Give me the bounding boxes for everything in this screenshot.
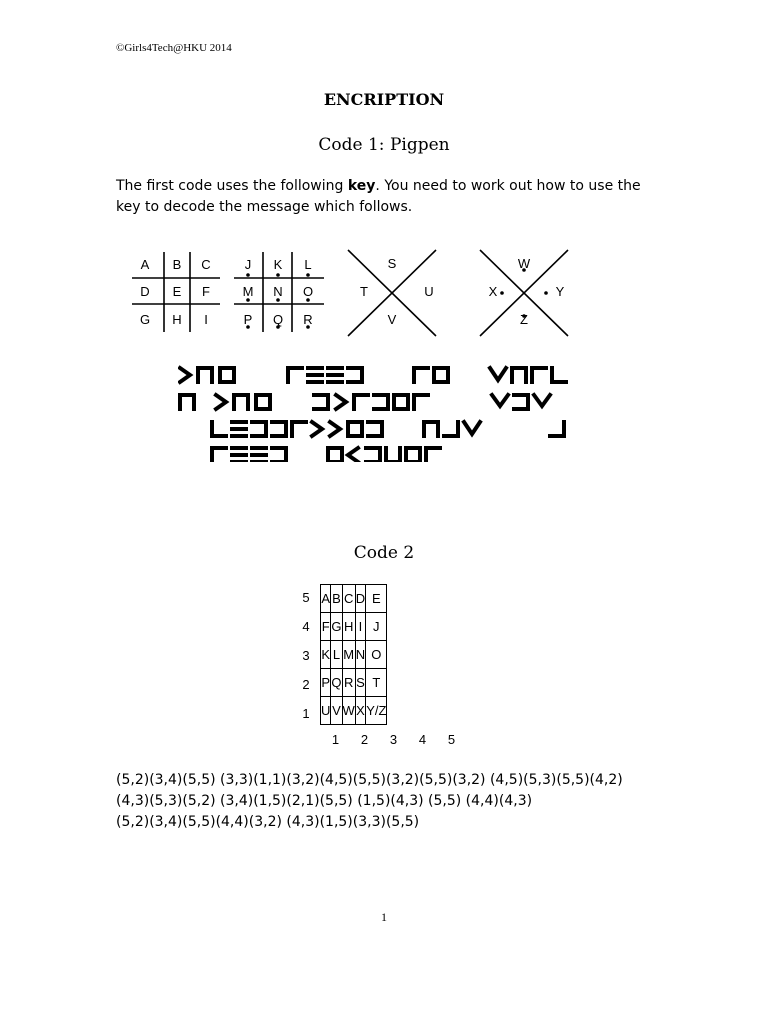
grid-row-2	[321, 669, 387, 697]
message-line-3: (5,2)(3,4)(5,5)(4,4)(3,2) (4,3)(1,5)(3,3)(5,5)	[116, 814, 420, 830]
grid-cell: E	[366, 585, 387, 613]
row-label-1: 1	[302, 706, 310, 721]
intro-key-word: key	[347, 178, 376, 194]
intro-text-end: . You need to work out how to use the key to decode the message which follows.	[116, 178, 641, 215]
grid-cell: P	[321, 669, 331, 697]
grid-cell: N	[355, 641, 365, 669]
key-letter-w: W	[517, 256, 531, 271]
key-letter-c: C	[201, 257, 211, 272]
pigpen-key	[120, 240, 590, 340]
grid-cell: L	[331, 641, 342, 669]
key-letter-f: F	[202, 284, 210, 299]
row-label-4: 4	[302, 619, 310, 634]
code1-heading: Code 1: Pigpen	[318, 135, 450, 155]
grid-cell: S	[355, 669, 365, 697]
code2-heading: Code 2	[353, 543, 415, 563]
key-letter-m: M	[242, 284, 254, 299]
code1-intro	[116, 176, 656, 218]
cipher-line-4	[212, 448, 440, 462]
message-line-1: (5,2)(3,4)(5,5) (3,3)(1,1)(3,2)(4,5)(5,5)(3,2)(5,5)(3,2) (4,5)(5,3)(5,5)(4,2)	[116, 772, 623, 788]
page-title: ENCRIPTION	[323, 90, 445, 109]
page-number: 1	[381, 910, 387, 924]
key-letter-d: D	[140, 284, 150, 299]
key-letter-j: J	[244, 257, 252, 272]
grid-row-4	[321, 613, 387, 641]
row-label-2: 2	[302, 677, 310, 692]
grid-cell: V	[331, 697, 342, 725]
key-letter-r: R	[303, 312, 313, 327]
key-letter-s: S	[387, 256, 397, 271]
copyright-notice: ©Girls4Tech@HKU 2014	[116, 42, 232, 54]
key-letter-n: N	[273, 284, 283, 299]
key-letter-q: Q	[272, 312, 284, 327]
key-letter-g: G	[139, 312, 151, 327]
key-letter-o: O	[302, 284, 314, 299]
cipher-line-2	[180, 395, 550, 409]
row-label-5: 5	[302, 590, 310, 605]
key-letter-p: P	[243, 312, 253, 327]
grid-row-1	[321, 697, 387, 725]
code2-message	[116, 770, 676, 833]
grid-cell: T	[366, 669, 387, 697]
cipher-line-3	[212, 422, 564, 436]
grid-cell: J	[366, 613, 387, 641]
grid-cell: U	[321, 697, 331, 725]
grid-cell: O	[366, 641, 387, 669]
grid-cell: R	[342, 669, 355, 697]
key-letter-u: U	[424, 284, 434, 299]
key-letter-k: K	[273, 257, 283, 272]
grid-cell: I	[355, 613, 365, 641]
polybius-grid	[320, 584, 387, 725]
grid-cell: C	[342, 585, 355, 613]
grid-cell: Q	[331, 669, 342, 697]
key-letter-l: L	[304, 257, 312, 272]
col-label-2: 2	[360, 732, 369, 747]
col-label-5: 5	[447, 732, 456, 747]
message-line-2: (4,3)(5,3)(5,2) (3,4)(1,5)(2,1)(5,5) (1,5)(4,3) (5,5) (4,4)(4,3)	[116, 793, 533, 809]
key-letter-a: A	[140, 257, 150, 272]
key-letter-z: Z	[520, 312, 528, 327]
col-label-3: 3	[389, 732, 398, 747]
grid-row-3	[321, 641, 387, 669]
grid-cell: H	[342, 613, 355, 641]
grid-cell: W	[342, 697, 355, 725]
row-label-3: 3	[302, 648, 310, 663]
grid-row-5	[321, 585, 387, 613]
grid-cell: A	[321, 585, 331, 613]
grid-cell: B	[331, 585, 342, 613]
grid-cell: G	[331, 613, 342, 641]
pigpen-cipher-message	[178, 362, 598, 462]
intro-text-start: The first code uses the following	[116, 178, 348, 194]
grid-cell: D	[355, 585, 365, 613]
col-label-4: 4	[418, 732, 427, 747]
grid-cell: M	[342, 641, 355, 669]
key-letter-x: X	[488, 284, 498, 299]
key-letter-y: Y	[555, 284, 565, 299]
key-letter-h: H	[172, 312, 182, 327]
key-letter-t: T	[360, 284, 368, 299]
grid-cell: X	[355, 697, 365, 725]
grid-cell: K	[321, 641, 331, 669]
key-letter-i: I	[204, 312, 208, 327]
grid-cell: F	[321, 613, 331, 641]
key-letter-b: B	[172, 257, 182, 272]
col-label-1: 1	[331, 732, 340, 747]
grid-cell: Y/Z	[366, 697, 387, 725]
cipher-line-1	[180, 368, 566, 382]
key-letter-v: V	[387, 312, 397, 327]
key-letter-e: E	[172, 284, 182, 299]
